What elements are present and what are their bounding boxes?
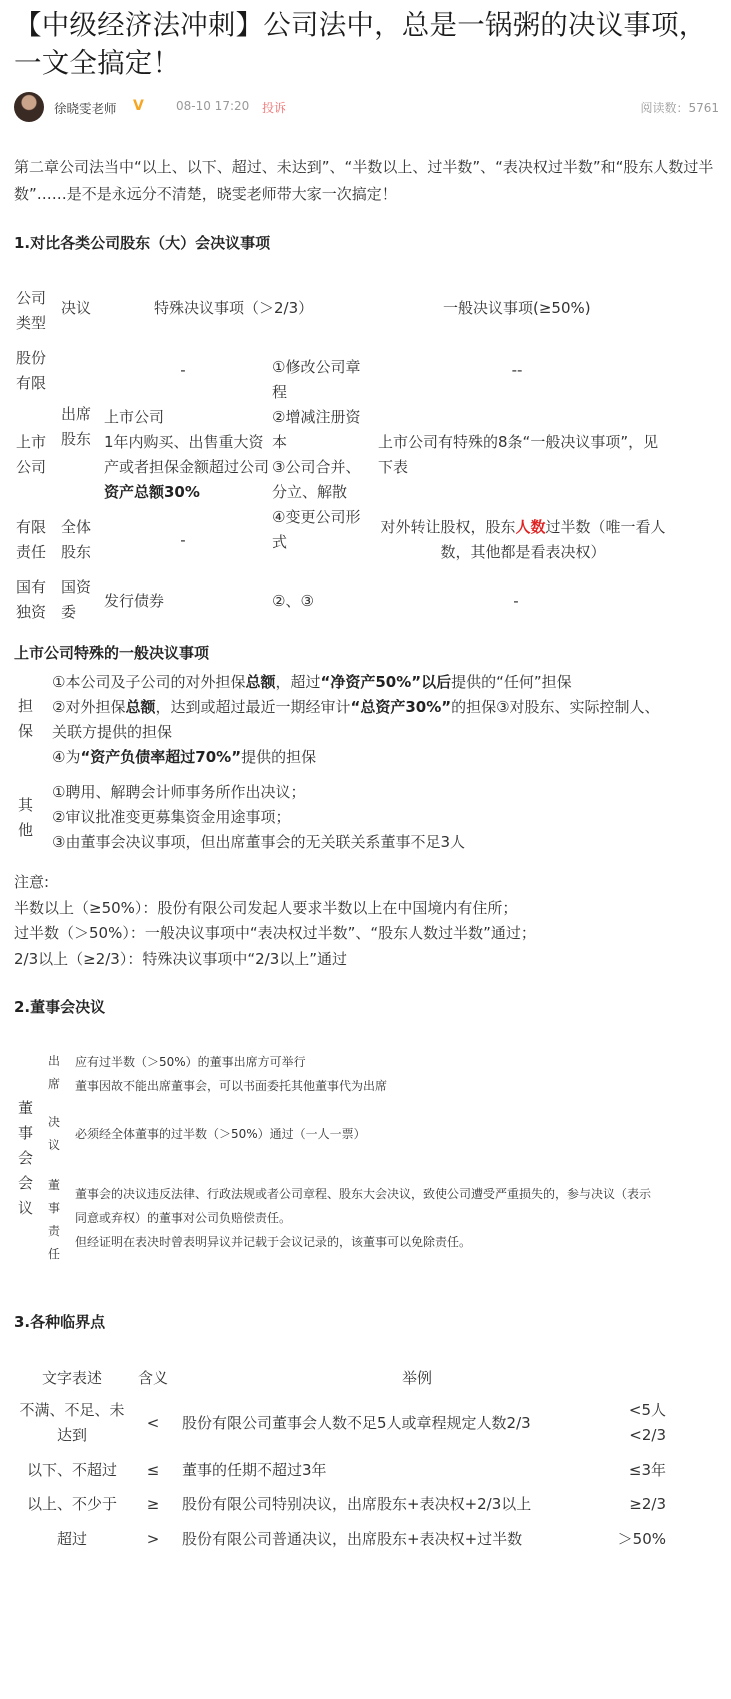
- item-3: ③公司合并、分立、解散: [272, 458, 361, 501]
- attend-item-2: 董事因故不能出席董事会，可以书面委托其他董事代为出席: [75, 1079, 388, 1093]
- row1-example: 董事的任期不超过3年: [182, 1461, 327, 1479]
- avatar[interactable]: [14, 92, 44, 122]
- youxian-general-red: 人数: [515, 518, 546, 536]
- type-listed: 上市公司: [16, 433, 47, 476]
- listed-special-bold: 资产总额30%: [104, 483, 200, 501]
- row1-value: ≤3年: [628, 1461, 666, 1479]
- resp-label: 董事责任: [48, 1178, 61, 1261]
- resp-items: [75, 1182, 660, 1254]
- other-item-2: ②审议批准变更募集资金用途事项；: [52, 808, 291, 826]
- other-label: 其他: [18, 796, 34, 839]
- decide-item-1: 必须经全体董事的过半数（＞50%）通过（一人一票）: [75, 1127, 366, 1141]
- gufen-general: --: [511, 361, 523, 379]
- type-guoyou: 国有独资: [16, 578, 47, 621]
- guarantee-item-4: [52, 745, 664, 770]
- note-1: 半数以上（≥50%）：股份有限公司发起人要求半数以上在中国境内有住所；: [14, 898, 518, 917]
- g4-post: 提供的担保: [241, 748, 317, 766]
- row2-meaning: ≥: [146, 1495, 160, 1513]
- g2-bold1: 总额: [125, 698, 156, 716]
- g1-pre: ①本公司及子公司的对外担保: [52, 673, 246, 691]
- g1-bold1: 总额: [245, 673, 276, 691]
- guarantee-item-2: [52, 695, 664, 745]
- item-2: ②增减注册资本: [272, 408, 361, 451]
- row3-text: 超过: [56, 1530, 87, 1548]
- row0-text: 不满、不足、未达到: [19, 1401, 125, 1444]
- row2-text: 以上、不少于: [26, 1495, 117, 1513]
- th-text: 文字表述: [41, 1369, 102, 1387]
- gufen-special: -: [180, 361, 186, 379]
- read-count: 阅读数：5761: [640, 101, 719, 115]
- row3-value: ＞50%: [617, 1530, 666, 1548]
- author-name[interactable]: 徐晓雯老师: [54, 101, 117, 116]
- header-company-type: 公司类型: [16, 289, 47, 332]
- header-resolution: 决议: [61, 299, 92, 317]
- g2-bold2: “总资产30%”: [350, 698, 452, 716]
- g2-mid: ，达到或超过最近一期经审计: [155, 698, 351, 716]
- section3-heading: 3.各种临界点: [14, 1313, 106, 1331]
- report-link[interactable]: 投诉: [262, 101, 287, 115]
- resp-item-1: 董事会的决议违反法律、行政法规或者公司章程、股东大会决议，致使公司遭受严重损失的，参与决议（表示同意或弃权）的董事对公司负赔偿责任。: [75, 1187, 652, 1225]
- decide-label: 决议: [48, 1115, 61, 1152]
- resolution-attending: 出席股东: [61, 405, 92, 448]
- row3-meaning: >: [146, 1530, 160, 1548]
- guoyou-general: -: [513, 592, 519, 610]
- article-title: 【中级经济法冲刺】公司法中，总是一锅粥的决议事项，一文全搞定！: [14, 9, 707, 79]
- th-example: 举例: [401, 1369, 432, 1387]
- attend-item-1: 应有过半数（＞50%）的董事出席方可举行: [75, 1055, 306, 1069]
- g1-bold2: “净资产50%”以后: [320, 673, 452, 691]
- row0-meaning: <: [146, 1414, 160, 1432]
- guarantee-item-1: [52, 670, 664, 695]
- guarantee-label: 担保: [18, 697, 34, 740]
- th-meaning: 含义: [137, 1369, 168, 1387]
- row2-example: 股份有限公司特别决议，出席股东+表决权+2/3以上: [182, 1495, 532, 1513]
- g1-mid: ，超过: [275, 673, 321, 691]
- listed-special-heading: 上市公司特殊的一般决议事项: [14, 644, 210, 662]
- header-special: 特殊决议事项（＞2/3）: [154, 299, 314, 317]
- other-items: [52, 780, 664, 855]
- note-2: 过半数（＞50%）：一般决议事项中“表决权过半数”、“股东人数过半数”通过；: [14, 924, 536, 942]
- g2-post: 的担保③对股东、实际控制人、关联方提供的担保: [52, 698, 660, 741]
- other-item-3: ③由董事会决议事项，但出席董事会的无关联关系董事不足3人: [52, 833, 465, 851]
- guoyou-items: ②、③: [272, 592, 314, 610]
- attend-label: 出席: [48, 1054, 61, 1091]
- type-gufen: 股份有限: [16, 349, 47, 392]
- guoyou-resolution: 国资委: [61, 578, 92, 621]
- notes: [14, 870, 714, 972]
- listed-special-text: 1年内购买、出售重大资产或者担保金额超过公司: [104, 433, 270, 476]
- listed-general: 上市公司有特殊的8条“一般决议事项”，见下表: [378, 433, 659, 476]
- attend-items: [75, 1050, 675, 1098]
- section2-heading: 2.董事会决议: [14, 998, 106, 1016]
- row0-example: 股份有限公司董事会人数不足5人或章程规定人数2/3: [182, 1414, 531, 1432]
- row1-meaning: ≤: [146, 1461, 160, 1479]
- youxian-general-pre: 对外转让股权，股东: [380, 518, 516, 536]
- board-label: 董事会会议: [18, 1099, 34, 1217]
- publish-date: 08-10 17:20: [176, 99, 250, 113]
- listed-special: [104, 405, 270, 505]
- youxian-general: [378, 515, 668, 565]
- row0-value: <5人 <2/3: [628, 1401, 666, 1444]
- youxian-special: -: [180, 531, 186, 549]
- note-3: 2/3以上（≥2/3）：特殊决议事项中“2/3以上”通过: [14, 949, 348, 968]
- listed-special-line1: 上市公司: [104, 408, 165, 426]
- row1-text: 以下、不超过: [26, 1461, 117, 1479]
- g4-bold: “资产负债率超过70%”: [80, 748, 242, 766]
- item-4: ④变更公司形式: [272, 508, 361, 551]
- g1-post: 提供的“任何”担保: [451, 673, 572, 691]
- intro-paragraph: 第二章公司法当中“以上、以下、超过、未达到”、“半数以上、过半数”、“表决权过半数”和“股东人数过半数”……是不是永远分不清楚，晓雯老师带大家一次搞定！: [14, 158, 714, 203]
- article-meta: [14, 92, 719, 124]
- section1-heading: 1.对比各类公司股东（大）会决议事项: [14, 234, 271, 252]
- verified-v-icon: V: [133, 98, 144, 114]
- header-general: 一般决议事项(≥50%): [443, 299, 591, 317]
- row3-example: 股份有限公司普通决议，出席股东+表决权+过半数: [182, 1530, 523, 1548]
- guarantee-items: [52, 670, 664, 770]
- guoyou-special: 发行债券: [104, 592, 165, 610]
- item-1: ①修改公司章程: [272, 358, 361, 401]
- notes-title: 注意:: [14, 873, 50, 891]
- g2-pre: ②对外担保: [52, 698, 126, 716]
- g4-pre: ④为: [52, 748, 81, 766]
- row2-value: ≥2/3: [629, 1495, 666, 1513]
- youxian-resolution: 全体股东: [61, 518, 92, 561]
- resp-item-2: 但经证明在表决时曾表明异议并记载于会议记录的，该董事可以免除责任。: [75, 1235, 472, 1249]
- youxian-general-post: 过半数（唯一看人数，其他都是看表决权）: [440, 518, 666, 561]
- type-youxian: 有限责任: [16, 518, 47, 561]
- other-item-1: ①聘用、解聘会计师事务所作出决议；: [52, 783, 306, 801]
